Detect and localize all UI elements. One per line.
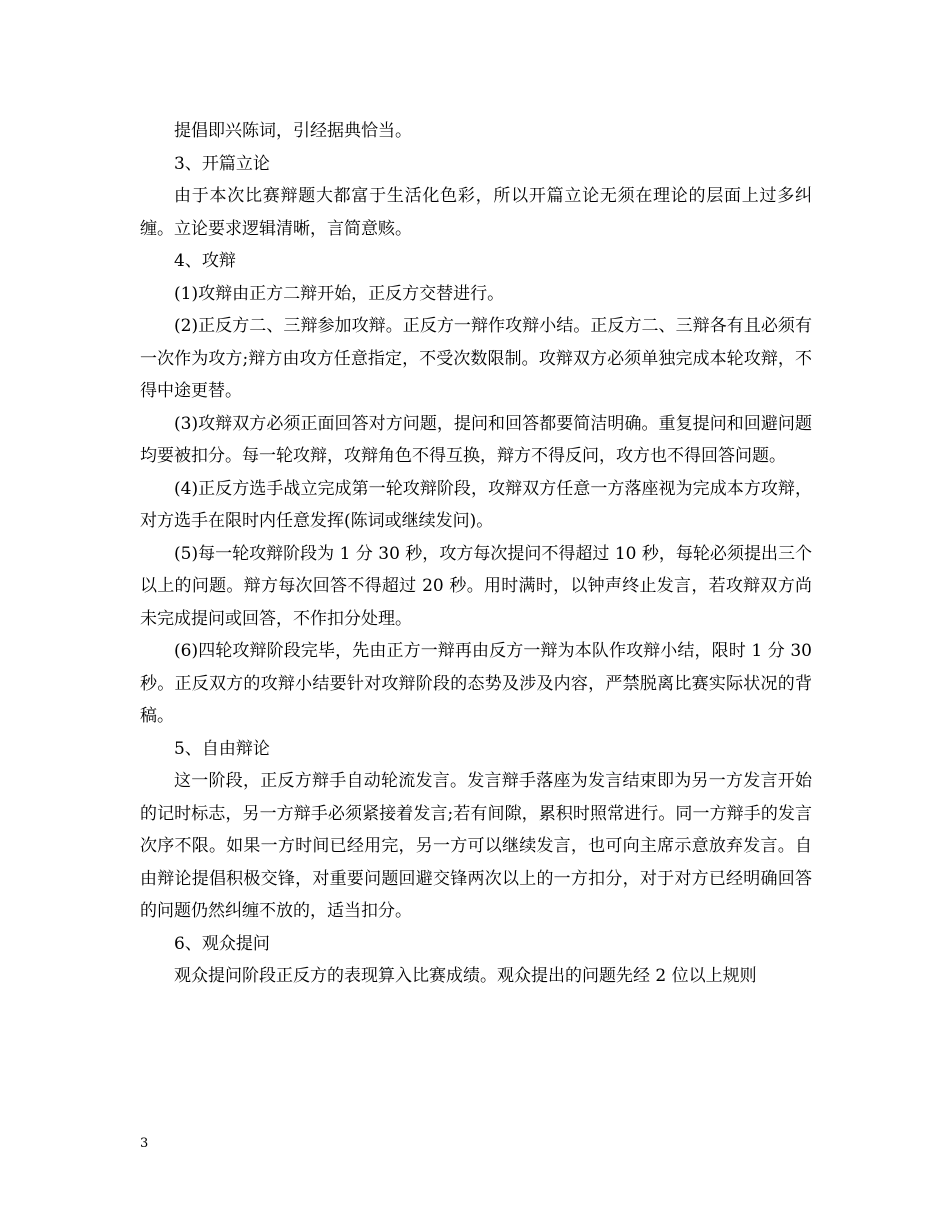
paragraph-cross-exam-rule-5: (5)每一轮攻辩阶段为 1 分 30 秒，攻方每次提问不得超过 10 秒，每轮必须提出三个以上的问题。辩方每次回答不得超过 20 秒。用时满时，以钟声终止发言，若攻辩双方尚未完成提问或回答，不作扣分处理。 [140, 543, 812, 629]
paragraph-cross-exam-rule-3: (3)攻辩双方必须正面回答对方问题，提问和回答都要简洁明确。重复提问和回避问题均要被扣分。每一轮攻辩，攻辩角色不得互换，辩方不得反问，攻方也不得回答问题。 [140, 413, 812, 466]
paragraph-cross-exam-rule-1: (1)攻辩由正方二辩开始，正反方交替进行。 [174, 283, 505, 304]
section-heading-opening-statement: 3、开篇立论 [174, 153, 270, 174]
paragraph-intro-continued: 提倡即兴陈词，引经据典恰当。 [174, 121, 412, 141]
page-number: 3 [140, 1136, 149, 1151]
paragraph-cross-exam-rule-2: (2)正反方二、三辩参加攻辩。正反方一辩作攻辩小结。正反方二、三辩各有且必须有一次作为攻方;辩方由攻方任意指定，不受次数限制。攻辩双方必须单独完成本轮攻辩，不得中途更替。 [140, 316, 812, 401]
paragraph-opening-statement: 由于本次比赛辩题大都富于生活化色彩，所以开篇立论无须在理论的层面上过多纠缠。立论要求逻辑清晰，言简意赅。 [140, 186, 812, 239]
section-heading-free-debate: 5、自由辩论 [174, 738, 270, 759]
paragraph-audience-questions: 观众提问阶段正反方的表现算入比赛成绩。观众提出的问题先经 2 位以上规则 [174, 966, 757, 986]
paragraph-cross-exam-rule-4: (4)正反方选手战立完成第一轮攻辩阶段，攻辩双方任意一方落座视为完成本方攻辩，对方选手在限时内任意发挥(陈词或继续发问)。 [140, 478, 812, 531]
section-heading-cross-examination: 4、攻辩 [174, 251, 236, 271]
document-body [140, 115, 812, 993]
paragraph-cross-exam-rule-6: (6)四轮攻辩阶段完毕，先由正方一辩再由反方一辩为本队作攻辩小结，限时 1 分 30 秒。正反双方的攻辩小结要针对攻辩阶段的态势及涉及内容，严禁脱离比赛实际状况的背稿。 [140, 641, 812, 726]
paragraph-free-debate: 这一阶段，正反方辩手自动轮流发言。发言辩手落座为发言结束即为另一方发言开始的记时标志，另一方辩手必须紧接着发言;若有间隙，累积时照常进行。同一方辩手的发言次序不限。如果一方时间已经用完，另一方可以继续发言，也可向主席示意放弃发言。自由辩论提倡积极交锋，对重要问题回避交锋两次以上的一方扣分，对于对方已经明确回答的问题仍然纠缠不放的，适当扣分。 [140, 771, 812, 921]
section-heading-audience-questions: 6、观众提问 [174, 933, 270, 954]
